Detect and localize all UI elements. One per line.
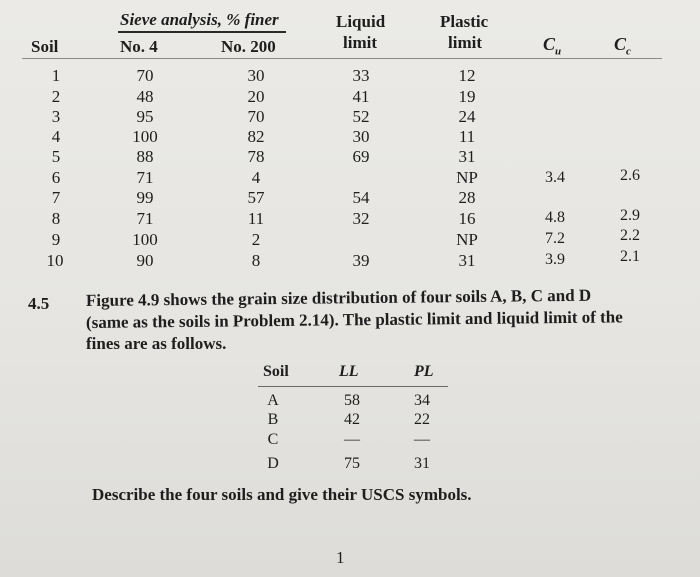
no4-value: 71 xyxy=(136,209,154,228)
no4-value: 70 xyxy=(136,66,154,85)
table2-pl-value: 31 xyxy=(414,455,430,472)
problem-text-line3: fines are as follows. xyxy=(86,334,227,353)
no200-value: 8 xyxy=(251,251,261,270)
plastic-limit-value: 31 xyxy=(458,251,476,270)
liquid-limit-value: 54 xyxy=(352,188,370,207)
soil-number: 1 xyxy=(51,66,61,85)
liquid-limit-value: 32 xyxy=(352,209,370,228)
soil-number: 8 xyxy=(51,209,61,228)
cu-value: 3.9 xyxy=(545,251,565,268)
no4-value: 99 xyxy=(136,188,154,207)
plastic-limit-header-line1: Plastic xyxy=(440,12,489,31)
cu-subscript: u xyxy=(555,45,562,58)
liquid-limit-header-line2: limit xyxy=(343,33,377,52)
table2-ll-value: — xyxy=(344,431,360,448)
plastic-limit-value: NP xyxy=(456,230,478,249)
cc-value: 2.2 xyxy=(620,227,640,244)
no200-value: 82 xyxy=(247,127,265,146)
no4-value: 48 xyxy=(136,87,154,106)
cc-subscript: c xyxy=(626,45,631,58)
table2-soil-letter: A xyxy=(267,392,279,409)
problem-number: 4.5 xyxy=(28,294,50,313)
sieve-analysis-header: Sieve analysis, % finer xyxy=(120,10,279,29)
liquid-limit-value: 39 xyxy=(352,251,370,270)
soil-number: 10 xyxy=(46,251,64,270)
cc-value: 2.9 xyxy=(620,207,640,224)
no4-value: 71 xyxy=(136,168,154,187)
cc-column-header xyxy=(614,34,631,58)
page-number: 1 xyxy=(336,548,345,567)
no200-value: 70 xyxy=(247,107,265,126)
cu-value: 7.2 xyxy=(545,230,565,247)
no4-value: 100 xyxy=(132,127,158,146)
no200-column-header: No. 200 xyxy=(221,37,276,56)
problem-text-line2: (same as the soils in Problem 2.14). The plastic limit and liquid limit of the xyxy=(85,307,623,332)
problem-text-line1: Figure 4.9 shows the grain size distribution of four soils A, B, C and D xyxy=(85,285,592,310)
plastic-limit-header-line2: limit xyxy=(448,33,482,52)
soil-number: 7 xyxy=(51,188,61,207)
cc-symbol: C xyxy=(614,34,627,54)
table2-ll-value: 42 xyxy=(344,411,360,428)
cc-value: 2.1 xyxy=(620,248,640,265)
cu-symbol: C xyxy=(543,34,556,54)
no200-value: 20 xyxy=(247,87,265,106)
plastic-limit-value: 11 xyxy=(458,127,476,146)
plastic-limit-value: 31 xyxy=(458,147,476,166)
table2-soil-letter: B xyxy=(267,411,279,428)
soil-number: 9 xyxy=(51,230,61,249)
cu-column-header xyxy=(543,34,561,58)
table2-pl-value: 34 xyxy=(414,392,430,409)
liquid-limit-value: 33 xyxy=(352,66,370,85)
liquid-limit-value: 52 xyxy=(352,107,370,126)
soil-number: 4 xyxy=(51,127,61,146)
no200-value: 57 xyxy=(247,188,265,207)
no200-value: 11 xyxy=(247,209,265,228)
no200-value: 4 xyxy=(251,168,261,187)
table2-soil-letter: D xyxy=(267,455,279,472)
plastic-limit-value: 28 xyxy=(458,188,476,207)
table2-ll-value: 75 xyxy=(344,455,360,472)
no4-column-header: No. 4 xyxy=(120,37,158,56)
soil-number: 3 xyxy=(51,107,61,126)
table2-pl-value: 22 xyxy=(414,411,430,428)
table2-header-rule xyxy=(258,386,448,387)
no200-value: 78 xyxy=(247,147,265,166)
plastic-limit-value: 19 xyxy=(458,87,476,106)
liquid-limit-value: 41 xyxy=(352,87,370,106)
no4-value: 90 xyxy=(136,251,154,270)
plastic-limit-value: 24 xyxy=(458,107,476,126)
plastic-limit-value: 16 xyxy=(458,209,476,228)
question-text: Describe the four soils and give their USCS symbols. xyxy=(92,485,472,504)
cu-value: 4.8 xyxy=(545,209,565,226)
table2-ll-value: 58 xyxy=(344,392,360,409)
liquid-limit-value: 30 xyxy=(352,127,370,146)
table2-soil-header: Soil xyxy=(263,363,289,380)
liquid-limit-header-line1: Liquid xyxy=(336,12,386,31)
no200-value: 30 xyxy=(247,66,265,85)
table2-ll-header: LL xyxy=(339,363,359,380)
no4-value: 95 xyxy=(136,107,154,126)
soil-number: 6 xyxy=(51,168,61,187)
cu-value: 3.4 xyxy=(545,169,565,186)
no200-value: 2 xyxy=(251,230,261,249)
table2-soil-letter: C xyxy=(267,431,279,448)
liquid-limit-value: 69 xyxy=(352,147,370,166)
no4-value: 88 xyxy=(136,147,154,166)
soil-number: 2 xyxy=(51,87,61,106)
cc-value: 2.6 xyxy=(620,167,640,184)
sieve-header-underline xyxy=(118,31,286,33)
soil-number: 5 xyxy=(51,147,61,166)
table2-pl-header: PL xyxy=(414,363,434,380)
table2-pl-value: — xyxy=(414,431,430,448)
plastic-limit-value: 12 xyxy=(458,66,476,85)
no4-value: 100 xyxy=(132,230,158,249)
table1-header-rule xyxy=(22,58,662,59)
soil-column-header: Soil xyxy=(31,37,59,56)
plastic-limit-value: NP xyxy=(456,168,478,187)
